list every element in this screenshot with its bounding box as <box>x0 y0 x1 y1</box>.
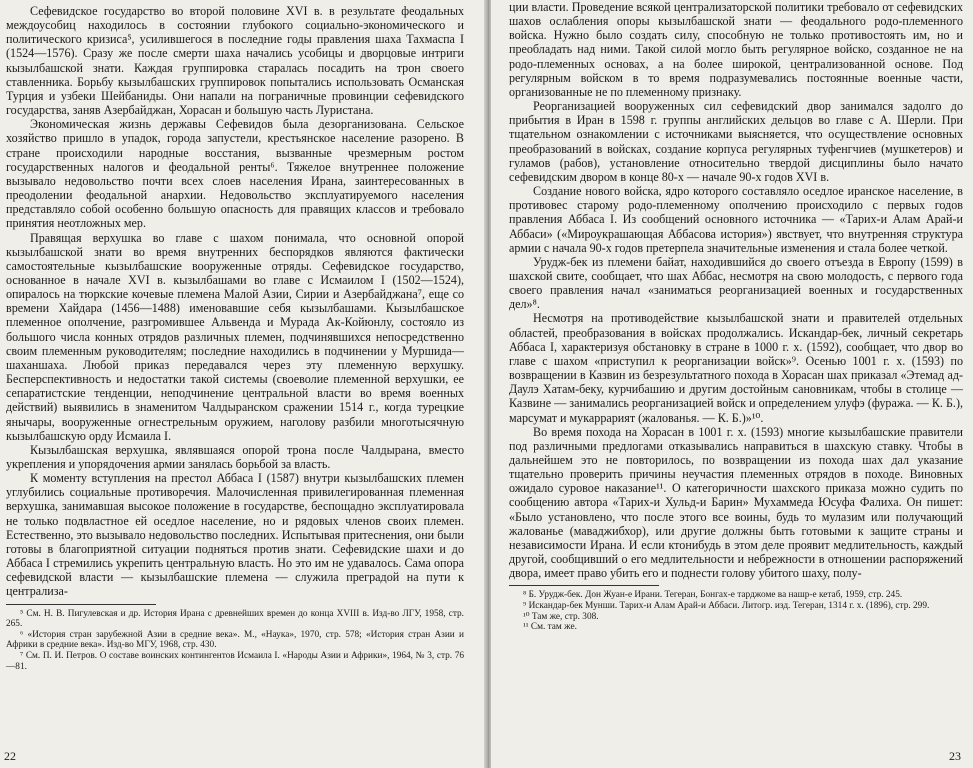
right-footnotes <box>509 590 963 632</box>
left-footnotes <box>6 609 464 673</box>
paragraph: Правящая верхушка во главе с шахом понимала, что основной опорой кызылбашской знати во время внутренних беспорядков являются фактически самостоятельные кызылбашские вооруженные отряды. Сефевидское государство, основанное в начале XVI в. кызылбашами во главе с Исмаилом I (1502—1524), опиралось на тюркские кочевые племена Малой Азии, Сирии и Азербайджана⁷, еще со времени Хайдара (1456—1488) именовавшие себя кызылбашами. Кызылбашское племенное ополчение, разгромившее Альвенда и Мурада Ак-Койюнлу, состояло из большого числа конных отрядов различных племен, подчинявшихся непосредственно своим племенным руководителям; последние находились в подчинении у Муршида—шаханшаха. Любой приказ передавался через эту племенную верхушку. Бесперспективность и недостатки такой системы (своеволие племенной верхушки, ее сепаратистские тенденции, неподчинение центральной власти во время военных действий) выявились в знаменитом Чалдыранском сражении 1514 г., когда турецкие янычары, вооруженные огнестрельным оружием, наголову разбили многотысячную кызылбашскую орду Исмаила I. <box>6 230 464 443</box>
footnote-divider <box>6 604 156 605</box>
paragraph: Кызылбашская верхушка, являвшаяся опорой трона после Чалдырана, вместо укрепления и упорядочения армии занялась борьбой за власть. <box>6 442 464 471</box>
footnote: ⁷ См. П. И. Петров. О составе воинских контингентов Исмаила I. «Народы Азии и Африки», 1964, № 3, стр. 76—81. <box>6 650 464 672</box>
footnote-divider <box>509 585 659 586</box>
page-number: 22 <box>4 749 16 763</box>
footnote: ¹¹ См. там же. <box>523 622 577 633</box>
paragraph: Реорганизацией вооруженных сил сефевидский двор занимался задолго до прибытия в Иран в 1598 г. группы английских дельцов во главе с А. Шерли. При тщательном ознакомлении с источниками выясняется, что осуществление основных преобразований в войсках, создание корпуса регулярных туфенгчиев (мушкетеров) и гуламов (рабов), установление относительно твердой дисциплины было начато сефевидским двором в конце 80-х — начале 90-х годов XVI в. <box>509 99 963 184</box>
page-number: 23 <box>949 749 961 763</box>
right-page-body <box>509 0 963 580</box>
footnote: ⁹ Искандар-бек Мунши. Тарих-и Алам Арай-и Аббаси. Литогр. изд. Тегеран, 1314 г. х. (1896), стр. 299. <box>523 601 930 611</box>
left-page-body <box>6 4 464 599</box>
paragraph: Сефевидское государство во второй половине XVI в. в результате феодальных междоусобиц находилось в состоянии глубокого социально-экономического и политического кризиса⁵, усилившегося в последние годы правления шаха Тахмаспа I (1524—1576). Сразу же после смерти шаха начались усобицы и дворцовые интриги кызылбашской знати. Каждая группировка старалась посадить на трон своего ставленника. Борьбу кызылбашских группировок попытались использовать Османская Турция и узбеки Шейбаниды. Они напали на пограничные провинции сефевидского государства, заняв Азербайджан, Хорасан и большую часть Луристана. <box>6 4 464 118</box>
footnote: ⁵ См. Н. В. Пигулевская и др. История Ирана с древнейших времен до конца XVIII в. Изд-во ЛГУ, 1958, стр. 265. <box>6 608 464 630</box>
paragraph: ции власти. Проведение всякой централизаторской политики требовало от сефевидских шахов ослабления опоры кызылбашской знати — феодального родо-племенного войска. Нужно было создать силу, способную не только противостоять им, но и преобладать над ними. Такой силой могло быть регулярное войско, созданное не на родо-племенных основах, а на более широкой, централизованной основе. Под регулярным войском в то время подразумевались постоянные военные части, организованные не по племенному признаку. <box>509 0 963 99</box>
paragraph: Урудж-бек из племени байат, находившийся до своего отъезда в Европу (1599) в шахской свите, сообщает, что шах Аббас, несмотря на свою молодость, с первого года своего правления начал «заниматься реорганизацией военных и государственных дел»⁸. <box>509 254 963 312</box>
footnote: ¹⁰ Там же, стр. 308. <box>523 611 599 622</box>
left-page <box>0 0 486 768</box>
footnote: ⁸ Б. Урудж-бек. Дон Жуан-е Ирани. Тегеран, Бонгах-е тарджоме ва нашр-е кетаб, 1959, стр. 245. <box>523 590 903 601</box>
paragraph: Несмотря на противодействие кызылбашской знати и правителей отдельных областей, преобразования в войсках продолжались. Искандар-бек, личный секретарь Аббаса I, характеризуя обстановку в стране в 1000 г. х. (1592), сообщает, что двор во главе с шахом «приступил к реорганизации войск»⁹. Осенью 1001 г. х. (1593) по возвращении в Казвин из безрезультатного похода в Хорасан шах приказал «Этемад ад-Даулэ Хатам-беку, курчибашию и другим достойным сановникам, чтобы в столице — Казвине — занимались реорганизацией войск и определением улуфэ (фуража. — К. Б.), марсумат и мукаррарият (жалованья. — К. Б.)»¹⁰. <box>509 311 963 425</box>
right-page <box>491 0 973 768</box>
footnote: ⁶ «История стран зарубежной Азии в средние века». М., «Наука», 1970, стр. 578; «История стран Азии и Африки в средние века». Изд-во МГУ, 1968, стр. 430. <box>6 629 464 651</box>
paragraph: К моменту вступления на престол Аббаса I (1587) внутри кызылбашских племен углубились социальные противоречия. Малочисленная привилегированная племенная верхушка, занимавшая высокое положение в государстве, беспощадно эксплуатировала не только подвластное ей оседлое население, но и рядовых членов своих племен. Естественно, это вызывало недовольство последних. Испытывая притеснения, они были готовы в благоприятной ситуации подняться против знати. Сефевидские шахи и до Аббаса I стремились укрепить центральную власть. Но это им не удавалось. Сама опора сефевидской власти — кызылбашские племена — служила преградой на пути к централиза- <box>6 471 464 599</box>
paragraph: Во время похода на Хорасан в 1001 г. х. (1593) многие кызылбашские правители под различными предлогами отказывались направиться в шахскую ставку. Чтобы в дальнейшем это не повторилось, по возвращении из похода шах дал указание тщательно проверить причины неучастия племенных отрядов в походе. Виновных ожидало суровое наказание¹¹. О категоричности шахского приказа можно судить по сообщению автора «Тарих-и Хульд-и Барин» Мухаммеда Юсуфа Фалиха. Он пишет: «Было установлено, что после этого все воины, будь то мулазим или получающий жалованье (маваджибхор), или другие должны быть готовыми к защите страны и независимости Ирана. И если ктонибудь в этом деле проявит медлительность, каждый другой, сообщивший о его медлительности и небрежности в отношении распоряжений двора, имеет право убить его и поднести голову убитого шаху, полу- <box>509 424 963 581</box>
paragraph: Создание нового войска, ядро которого составляло оседлое иранское население, в противовес старому родо-племенному ополчению происходило с первых годов правления Аббаса I. Из сообщений основного источника — «Тарих-и Алам Арай-и Аббаси» («Мироукрашающая Аббасова история») явствует, что внутренняя структура армии с начала 90-х годов претерпела значительные изменения и стала более четкой. <box>509 184 963 255</box>
paragraph: Экономическая жизнь державы Сефевидов была дезорганизована. Сельское хозяйство пришло в упадок, города запустели, крестьянское население разорено. В стране происходили народные восстания, вызванные чрезмерным ростом государственных налогов и феодальной ренты⁶. Тяжелое внутреннее положение вызывало недовольство почти всех слоев населения Ирана, заинтересованных в преодолении феодальной анархии. Недовольство эксплуатируемого населения представляло собой особенно большую опасность для правящих классов и требовало принятия неотложных мер. <box>6 117 464 231</box>
